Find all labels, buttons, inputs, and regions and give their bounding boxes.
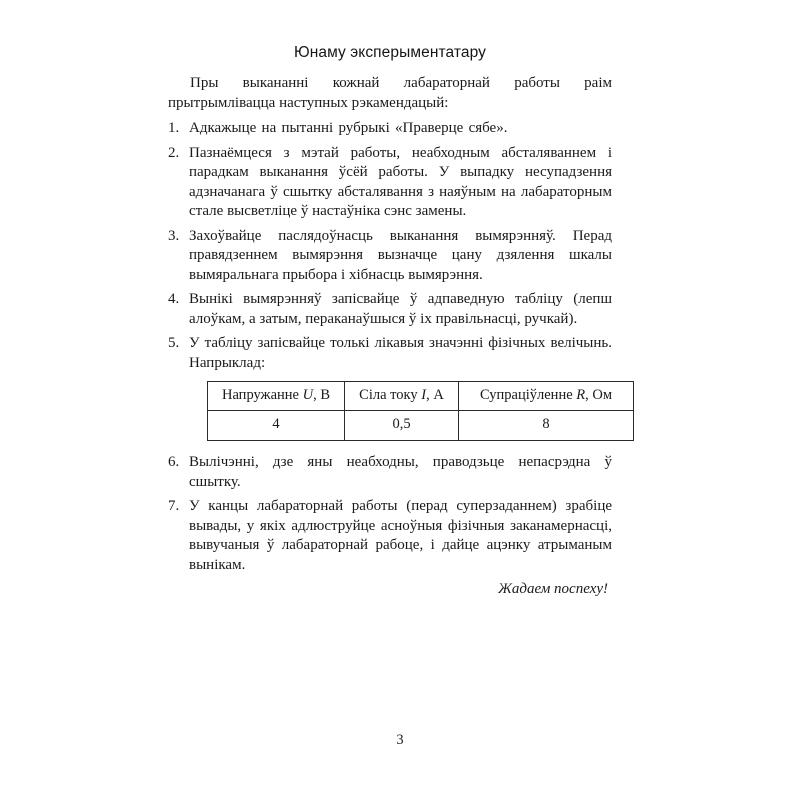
list-item-text: Захоўвайце паслядоўнасць выканання вымярэнняў. Перад правядзеннем вымярэння вызначце цану дзялення шкалы вымяральнага прыбора і хібнасць вымярэння.: [189, 227, 612, 283]
header-label: Напружанне: [221, 386, 303, 403]
header-unit: , В: [313, 386, 331, 403]
list-item-number: 6.: [168, 454, 180, 470]
list-item-text: У канцы лабараторнай работы (перад суперзаданнем) зрабіце вывады, у якіх адлюструйце асноўныя фізічныя заканамернасці, вывучаныя ў лабараторнай рабоце, і дайце ацэнку атрыманым вынікам.: [189, 498, 612, 573]
table-header-row: [208, 382, 634, 411]
list-item-number: 4.: [168, 291, 180, 307]
symbol-R: R: [576, 386, 586, 403]
table-header-cell-voltage: [208, 382, 345, 411]
list-item-text: У табліцу запісвайце толькі лікавыя значэнні фізічных велічынь. Напрыклад:: [189, 335, 612, 371]
header-label: Сіла току: [359, 386, 422, 403]
intro-paragraph: Пры выкананні кожнай лабараторнай работы раім прытрымлівацца наступных рэкамендацый:: [168, 75, 612, 111]
symbol-I: I: [421, 386, 427, 403]
list-item-number: 3.: [168, 227, 180, 244]
list-item: [168, 144, 612, 222]
page-number: 3: [396, 732, 404, 748]
table-cell-resistance: 8: [459, 411, 634, 441]
example-table-container: [189, 381, 612, 441]
header-unit: , А: [426, 386, 444, 403]
recommendations-list: [168, 119, 612, 575]
page-content: [168, 44, 612, 598]
list-item-number: 1.: [168, 120, 180, 136]
table-cell-current: 0,5: [345, 411, 459, 441]
table-cell-voltage: 4: [208, 411, 345, 441]
list-item: [168, 119, 612, 139]
list-item-text: Пазнаёмцеся з мэтай работы, неабходным абсталяваннем і парадкам выканання ўсёй работы. У выпадку несупадзення адзначанага ў сшытку абсталявання з наяўным на лабараторным стале высветліце ў настаўніка сэнс замены.: [189, 144, 612, 219]
table-header-cell-current: [345, 382, 459, 411]
list-item: [168, 227, 612, 286]
closing-wish: Жадаем поспеху!: [498, 581, 608, 597]
list-item: [168, 453, 612, 492]
list-item: [168, 497, 612, 575]
header-unit: , Ом: [585, 386, 613, 403]
table-header-cell-resistance: [459, 382, 634, 411]
measurements-table: [207, 381, 634, 441]
symbol-U: U: [302, 386, 314, 403]
page-title: Юнаму эксперыментатару: [293, 44, 487, 61]
list-item-text: Адкажыце на пытанні рубрыкі «Праверце сябе».: [189, 120, 508, 136]
list-item-text: Вынікі вымярэнняў запісвайце ў адпаведную табліцу (лепш алоўкам, а затым, пераканаўшыся ў іх правільнасці, ручкай).: [189, 291, 612, 327]
table-row: [208, 411, 634, 441]
list-item-text: Вылічэнні, дзе яны неабходны, праводзьце непасрэдна ў сшытку.: [189, 454, 612, 490]
list-item-number: 5.: [168, 335, 180, 351]
list-item: [168, 334, 612, 441]
header-label: Супраціўленне: [479, 386, 577, 403]
list-item: [168, 290, 612, 329]
list-item-number: 7.: [168, 498, 180, 514]
list-item-number: 2.: [168, 144, 180, 161]
